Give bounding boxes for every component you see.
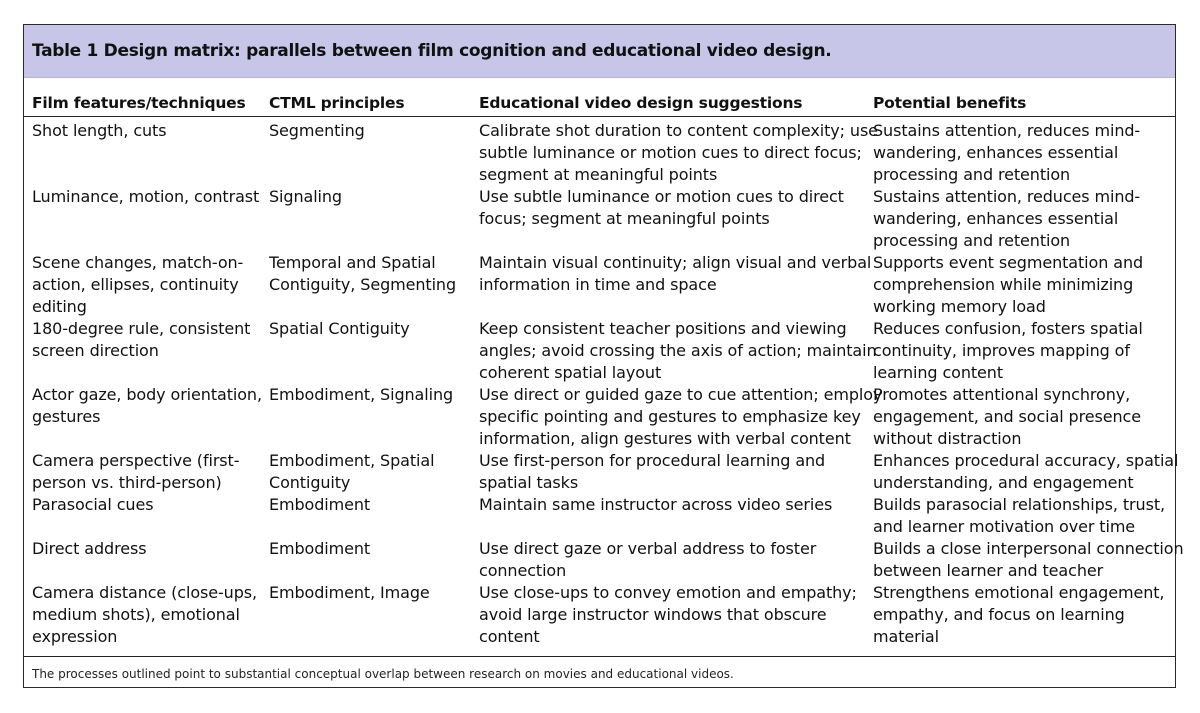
cell-line: Reduces confusion, fosters spatial bbox=[873, 319, 1143, 338]
cell-line: Maintain same instructor across video series bbox=[479, 495, 833, 514]
cell-line: connection bbox=[479, 561, 567, 580]
film-technique-cell bbox=[32, 186, 264, 208]
ctml-principle-cell bbox=[269, 538, 474, 560]
cell-line: Scene changes, match-on- bbox=[32, 253, 244, 272]
table-bottom-rule bbox=[24, 656, 1175, 657]
cell-line: Use close-ups to convey emotion and empathy; bbox=[479, 583, 857, 602]
benefit-cell bbox=[873, 120, 1173, 186]
cell-line: wandering, enhances essential bbox=[873, 209, 1119, 228]
ctml-principle-cell bbox=[269, 582, 474, 604]
cell-line: Embodiment, Image bbox=[269, 583, 430, 602]
benefit-cell bbox=[873, 538, 1184, 582]
film-technique-cell bbox=[32, 252, 264, 318]
cell-line: 180-degree rule, consistent bbox=[32, 319, 251, 338]
cell-line: Luminance, motion, contrast bbox=[32, 187, 260, 206]
cell-line: Segmenting bbox=[269, 121, 365, 140]
film-technique-cell bbox=[32, 120, 264, 142]
design-suggestion-cell bbox=[479, 494, 869, 516]
cell-line: Sustains attention, reduces mind- bbox=[873, 121, 1141, 140]
cell-line: gestures bbox=[32, 407, 101, 426]
ctml-principle-cell bbox=[269, 450, 474, 494]
cell-line: comprehension while minimizing bbox=[873, 275, 1134, 294]
cell-line: person vs. third-person) bbox=[32, 473, 222, 492]
cell-line: and learner motivation over time bbox=[873, 517, 1136, 536]
cell-line: Embodiment, Signaling bbox=[269, 385, 454, 404]
header-potential-benefits: Potential benefits bbox=[873, 94, 1027, 112]
cell-line: Sustains attention, reduces mind- bbox=[873, 187, 1141, 206]
ctml-principle-cell bbox=[269, 384, 474, 406]
film-technique-cell bbox=[32, 450, 264, 494]
cell-line: focus; segment at meaningful points bbox=[479, 209, 770, 228]
design-suggestion-cell bbox=[479, 384, 883, 450]
cell-line: Direct address bbox=[32, 539, 147, 558]
benefit-cell bbox=[873, 186, 1173, 252]
cell-line: Camera distance (close-ups, bbox=[32, 583, 258, 602]
film-technique-cell bbox=[32, 494, 264, 516]
cell-line: without distraction bbox=[873, 429, 1022, 448]
cell-line: screen direction bbox=[32, 341, 159, 360]
cell-line: Builds parasocial relationships, trust, bbox=[873, 495, 1165, 514]
cell-line: Builds a close interpersonal connection bbox=[873, 539, 1184, 558]
cell-line: Use direct or guided gaze to cue attention; employ bbox=[479, 385, 883, 404]
benefit-cell bbox=[873, 318, 1173, 384]
design-suggestion-cell bbox=[479, 538, 869, 582]
cell-line: segment at meaningful points bbox=[479, 165, 718, 184]
design-suggestion-cell bbox=[479, 582, 869, 648]
cell-line: empathy, and focus on learning bbox=[873, 605, 1125, 624]
cell-line: working memory load bbox=[873, 297, 1046, 316]
cell-line: Use subtle luminance or motion cues to direct bbox=[479, 187, 844, 206]
cell-line: Embodiment bbox=[269, 539, 371, 558]
ctml-principle-cell bbox=[269, 186, 474, 208]
cell-line: Embodiment, Spatial bbox=[269, 451, 435, 470]
cell-line: Supports event segmentation and bbox=[873, 253, 1144, 272]
film-technique-cell bbox=[32, 318, 264, 362]
cell-line: wandering, enhances essential bbox=[873, 143, 1119, 162]
benefit-cell bbox=[873, 494, 1173, 538]
cell-line: coherent spatial layout bbox=[479, 363, 662, 382]
header-film-features: Film features/techniques bbox=[32, 94, 246, 112]
cell-line: Contiguity, Segmenting bbox=[269, 275, 457, 294]
cell-line: Embodiment bbox=[269, 495, 371, 514]
table-frame bbox=[23, 24, 1184, 688]
cell-line: medium shots), emotional bbox=[32, 605, 240, 624]
benefit-cell bbox=[873, 384, 1173, 450]
cell-line: learning content bbox=[873, 363, 1004, 382]
cell-line: Use first-person for procedural learning and bbox=[479, 451, 826, 470]
ctml-principle-cell bbox=[269, 120, 474, 142]
cell-line: Actor gaze, body orientation, bbox=[32, 385, 262, 404]
film-technique-cell bbox=[32, 384, 264, 428]
cell-line: between learner and teacher bbox=[873, 561, 1104, 580]
cell-line: Spatial Contiguity bbox=[269, 319, 410, 338]
cell-line: Shot length, cuts bbox=[32, 121, 167, 140]
cell-line: Maintain visual continuity; align visual and verbal bbox=[479, 253, 872, 272]
benefit-cell bbox=[873, 582, 1173, 648]
cell-line: information, align gestures with verbal content bbox=[479, 429, 851, 448]
cell-line: Parasocial cues bbox=[32, 495, 154, 514]
cell-line: understanding, and engagement bbox=[873, 473, 1134, 492]
film-technique-cell bbox=[32, 538, 264, 560]
cell-line: Enhances procedural accuracy, spatial bbox=[873, 451, 1179, 470]
benefit-cell bbox=[873, 450, 1179, 494]
cell-line: Calibrate shot duration to content complexity; use bbox=[479, 121, 878, 140]
ctml-principle-cell bbox=[269, 252, 474, 296]
design-suggestion-cell bbox=[479, 450, 869, 494]
design-suggestion-cell bbox=[479, 252, 872, 296]
cell-line: Use direct gaze or verbal address to foster bbox=[479, 539, 817, 558]
cell-line: content bbox=[479, 627, 540, 646]
cell-line: Promotes attentional synchrony, bbox=[873, 385, 1131, 404]
table-header-row bbox=[24, 87, 1175, 117]
cell-line: processing and retention bbox=[873, 165, 1071, 184]
ctml-principle-cell bbox=[269, 494, 474, 516]
cell-line: Temporal and Spatial bbox=[269, 253, 436, 272]
cell-line: spatial tasks bbox=[479, 473, 579, 492]
cell-line: action, ellipses, continuity bbox=[32, 275, 239, 294]
cell-line: continuity, improves mapping of bbox=[873, 341, 1130, 360]
ctml-principle-cell bbox=[269, 318, 474, 340]
cell-line: processing and retention bbox=[873, 231, 1071, 250]
cell-line: angles; avoid crossing the axis of action; maintain bbox=[479, 341, 877, 360]
cell-line: specific pointing and gestures to emphasize key bbox=[479, 407, 861, 426]
cell-line: material bbox=[873, 627, 939, 646]
header-design-suggestions: Educational video design suggestions bbox=[479, 94, 803, 112]
cell-line: Strengthens emotional engagement, bbox=[873, 583, 1165, 602]
cell-line: information in time and space bbox=[479, 275, 717, 294]
cell-line: editing bbox=[32, 297, 87, 316]
table-footnote: The processes outlined point to substantial conceptual overlap between research on movies and educational videos. bbox=[32, 667, 734, 681]
table-title: Table 1 Design matrix: parallels between film cognition and educational video design. bbox=[32, 41, 832, 61]
cell-line: Keep consistent teacher positions and viewing bbox=[479, 319, 847, 338]
design-suggestion-cell bbox=[479, 120, 878, 186]
cell-line: Camera perspective (first- bbox=[32, 451, 240, 470]
table-title-bar bbox=[24, 25, 1175, 78]
design-suggestion-cell bbox=[479, 318, 877, 384]
benefit-cell bbox=[873, 252, 1173, 318]
cell-line: avoid large instructor windows that obscure bbox=[479, 605, 827, 624]
cell-line: engagement, and social presence bbox=[873, 407, 1141, 426]
header-ctml-principles: CTML principles bbox=[269, 94, 405, 112]
cell-line: expression bbox=[32, 627, 118, 646]
design-suggestion-cell bbox=[479, 186, 869, 230]
film-technique-cell bbox=[32, 582, 264, 648]
cell-line: Signaling bbox=[269, 187, 342, 206]
cell-line: Contiguity bbox=[269, 473, 351, 492]
cell-line: subtle luminance or motion cues to direct focus; bbox=[479, 143, 862, 162]
